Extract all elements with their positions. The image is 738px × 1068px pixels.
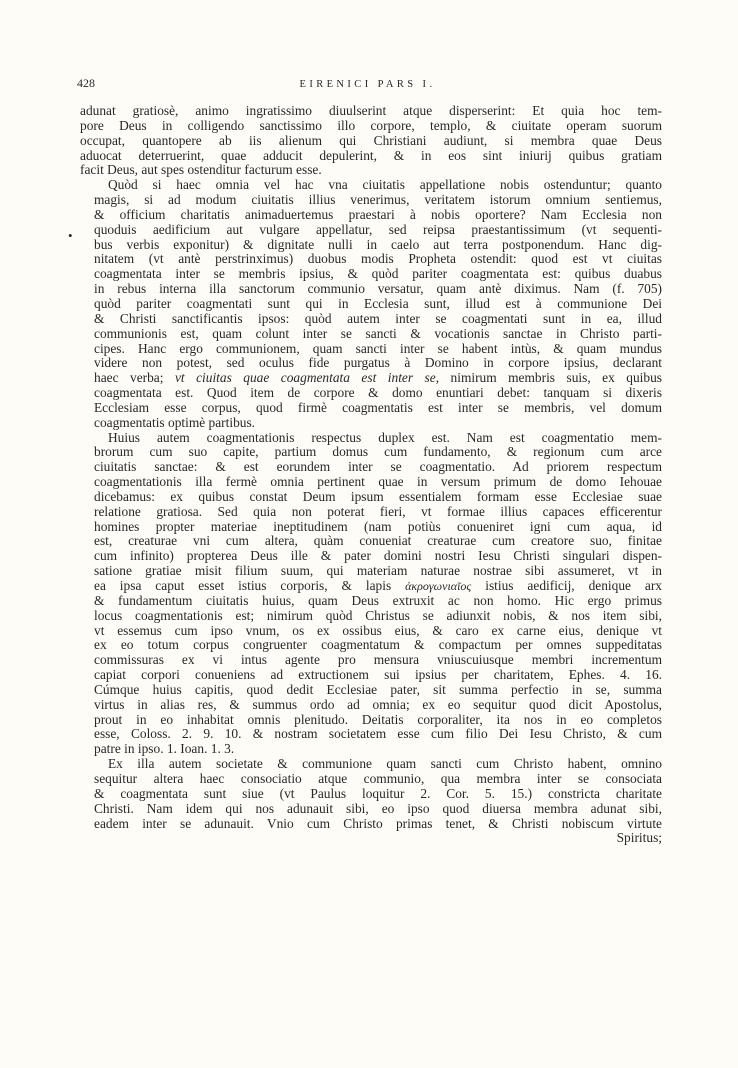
text-line: bus verbis exponitur) & dignitate nulli in caelo aut terra postponendum. Hanc dig-	[94, 236, 662, 252]
text-line: facit Deus, aut spes ostenditur facturum esse.	[80, 162, 322, 178]
text-line: quoduis aedificium aut vulgare appellatur, sed reipsa praestantissimum (vt sequenti-	[94, 221, 662, 237]
text-line: est, creaturae vni cum altera, quàm conueniat creaturae cum creatore suo, finitae	[94, 533, 662, 549]
text-segment: istius aedificij, denique arx	[485, 578, 662, 593]
text-line: Christi. Nam idem qui nos adunauit sibi, eo ipso quod diuersa membra adunat sibi,	[94, 800, 662, 816]
text-line: dicebamus: ex quibus constat Deum ipsum essentialem formam esse Ecclesiae suae	[94, 488, 662, 504]
text-line: Ecclesiam esse corpus, quod firmè coagmentatis est inter se membris, vel domum	[94, 399, 662, 415]
text-line: aduocat deterruerint, quae adducit depulerint, & in eos sint iniurij quibus gratiam	[80, 147, 662, 163]
text-line: relatione gratiosa. Sed quia non poterat fieri, vt formae illius capaces efficerentur	[94, 503, 662, 519]
text-line: sequitur altera haec consociatio atque communio, qua membra inter se consociata	[94, 770, 662, 786]
text-segment: ea ipsa caput esset istius corporis, & lapis	[94, 578, 392, 593]
text-line: nitatem (vt antè perstrinximus) duobus modis Propheta ostendit: quod est vt ciuitas	[94, 251, 662, 267]
text-line: ex eo totum corpus congruenter coagmentatum & compactum per omnes suppeditatas	[94, 637, 662, 653]
text-line: videre non potest, sed oculus fide purgatus à Domino in corpore ipsius, declarant	[94, 355, 662, 371]
text-line: & Christi sanctificantis ipsos: quòd autem inter se coagmentati sunt in ea, illud	[94, 310, 662, 326]
text-line: coagmentationis illa fermè omnia pertinent quae in versum primum de domo Iehouae	[94, 474, 662, 490]
text-line: & fundamentum ciuitatis huius, quam Deus extruxit ac non homo. Hic ergo primus	[94, 592, 662, 608]
text-line: adunat gratiosè, animo ingratissimo diuulserint atque disperserint: Et quia hoc tem-	[80, 103, 662, 118]
text-line: quòd pariter coagmentati sunt qui in Ecclesia sunt, illud est à communione Dei	[94, 295, 662, 311]
greek-word: ἀκρογωνιαῖος	[405, 579, 472, 593]
text-line: commissuras ex vi intus agente pro mensura vniuscuiusque membri incrementum	[94, 652, 662, 668]
text-line: brorum cum suo capite, partium domus cum fundamento, & regionum cum arce	[94, 444, 662, 460]
text-line: ciuitatis sanctae: & est eorundem inter se coagmentatio. Ad priorem respectum	[94, 459, 662, 475]
running-title: EIRENICI PARS I.	[299, 79, 436, 90]
text-line: eadem inter se adunauit. Vnio cum Christo primas tenet, & Christi nobiscum virtute	[94, 815, 662, 831]
text-line: coagmentatis optimè partibus.	[94, 414, 256, 430]
text-line: occupat, quantopere ab iis alienum qui Christiani audiunt, si membra quae Deus	[80, 132, 662, 148]
body-text	[80, 104, 662, 846]
page-number: 428	[77, 76, 95, 90]
text-line: satione gratiae misit filium suum, qui materiam naturae nostrae sibi assumeret, vt in	[94, 563, 662, 579]
text-segment: , nimirum membris suis, ex quibus	[435, 370, 662, 386]
text-line: Spiritus;	[616, 830, 662, 846]
text-line: esse, Coloss. 2. 9. 10. & nostram societatem esse cum filio Dei Iesu Christo, & cum	[94, 726, 662, 742]
paragraph	[80, 757, 662, 846]
text-line: virtus in alias res, & summus ordo ad omnia; ex eo sequitur quod dicit Apostolus,	[94, 696, 662, 712]
text-line: cipes. Hanc ergo communionem, quam sancti inter se habent intùs, & quam mundus	[94, 340, 662, 356]
text-line: communionis est, quam colunt inter se sancti & vocationis sanctae in Christo parti-	[94, 325, 662, 341]
text-line	[80, 371, 662, 386]
text-line: & officium charitatis animaduertemus praestari à nobis oportere? Nam Ecclesia non	[94, 206, 662, 222]
text-line: Cúmque huius capitis, quod dedit Ecclesiae pater, sit summa perfectio in se, summa	[94, 681, 662, 697]
text-line: in rebus interna illa sanctorum communio versatur, quam antè diximus. Nam (f. 705)	[94, 281, 662, 297]
margin-mark: •	[68, 228, 73, 243]
text-line: homines propter materiae ineptitudinem (nam potiùs conueniret igni cum aqua, id	[94, 518, 662, 534]
text-line: locus coagmentationis est; nimirum quòd Christus se adiunxit nobis, & nos item sibi,	[94, 607, 662, 623]
paragraph	[80, 104, 662, 178]
text-line: & coagmentata sunt siue (vt Paulus loquitur 2. Cor. 5. 15.) constricta charitate	[94, 785, 662, 801]
text-line: magis, si ad modum ciuitatis illius venerimus, veritatem istorum omnium sentiemus,	[94, 192, 662, 208]
text-line: coagmentata inter se membris ipsius, & quòd pariter coagmentata est: quibus duabus	[94, 266, 662, 282]
text-line: coagmentata est. Quod item de corpore & domo enuntiari debet: tanquam si dixeris	[94, 385, 662, 401]
text-line: prout in eo inhabitat omnis plenitudo. Deitatis corporaliter, ita nos in eo completos	[94, 711, 662, 727]
text-line: cum infinito) propterea Deus ille & pater domini nostri Iesu Christi singulari dispen-	[94, 548, 662, 564]
italic-quote: vt ciuitas quae coagmentata est inter se	[174, 370, 436, 386]
text-line: patre in ipso. 1. Ioan. 1. 3.	[94, 741, 235, 757]
text-line: Quòd si haec omnia vel hac vna ciuitatis appellatione nobis ostenduntur; quanto	[108, 177, 662, 193]
text-line: Huius autem coagmentationis respectus duplex est. Nam est coagmentatio mem-	[108, 429, 662, 445]
text-line: Ex illa autem societate & communione quam sancti cum Christo habent, omnino	[108, 756, 662, 772]
text-line: vt essemus cum ipso vnum, os ex ossibus eius, & caro ex carne eius, denique vt	[94, 622, 662, 638]
text-segment: haec verba;	[94, 370, 164, 386]
text-line: capiat corpori conueniens ad extructionem sui ipsius per charitatem, Ephes. 4. 16.	[94, 667, 662, 683]
page-header	[77, 76, 658, 91]
paragraph	[80, 178, 662, 430]
text-line	[80, 579, 662, 594]
text-line: pore Deus in colligendo sanctissimo illo corpore, templo, & ciuitate operam suorum	[80, 117, 662, 133]
paragraph	[80, 431, 662, 758]
